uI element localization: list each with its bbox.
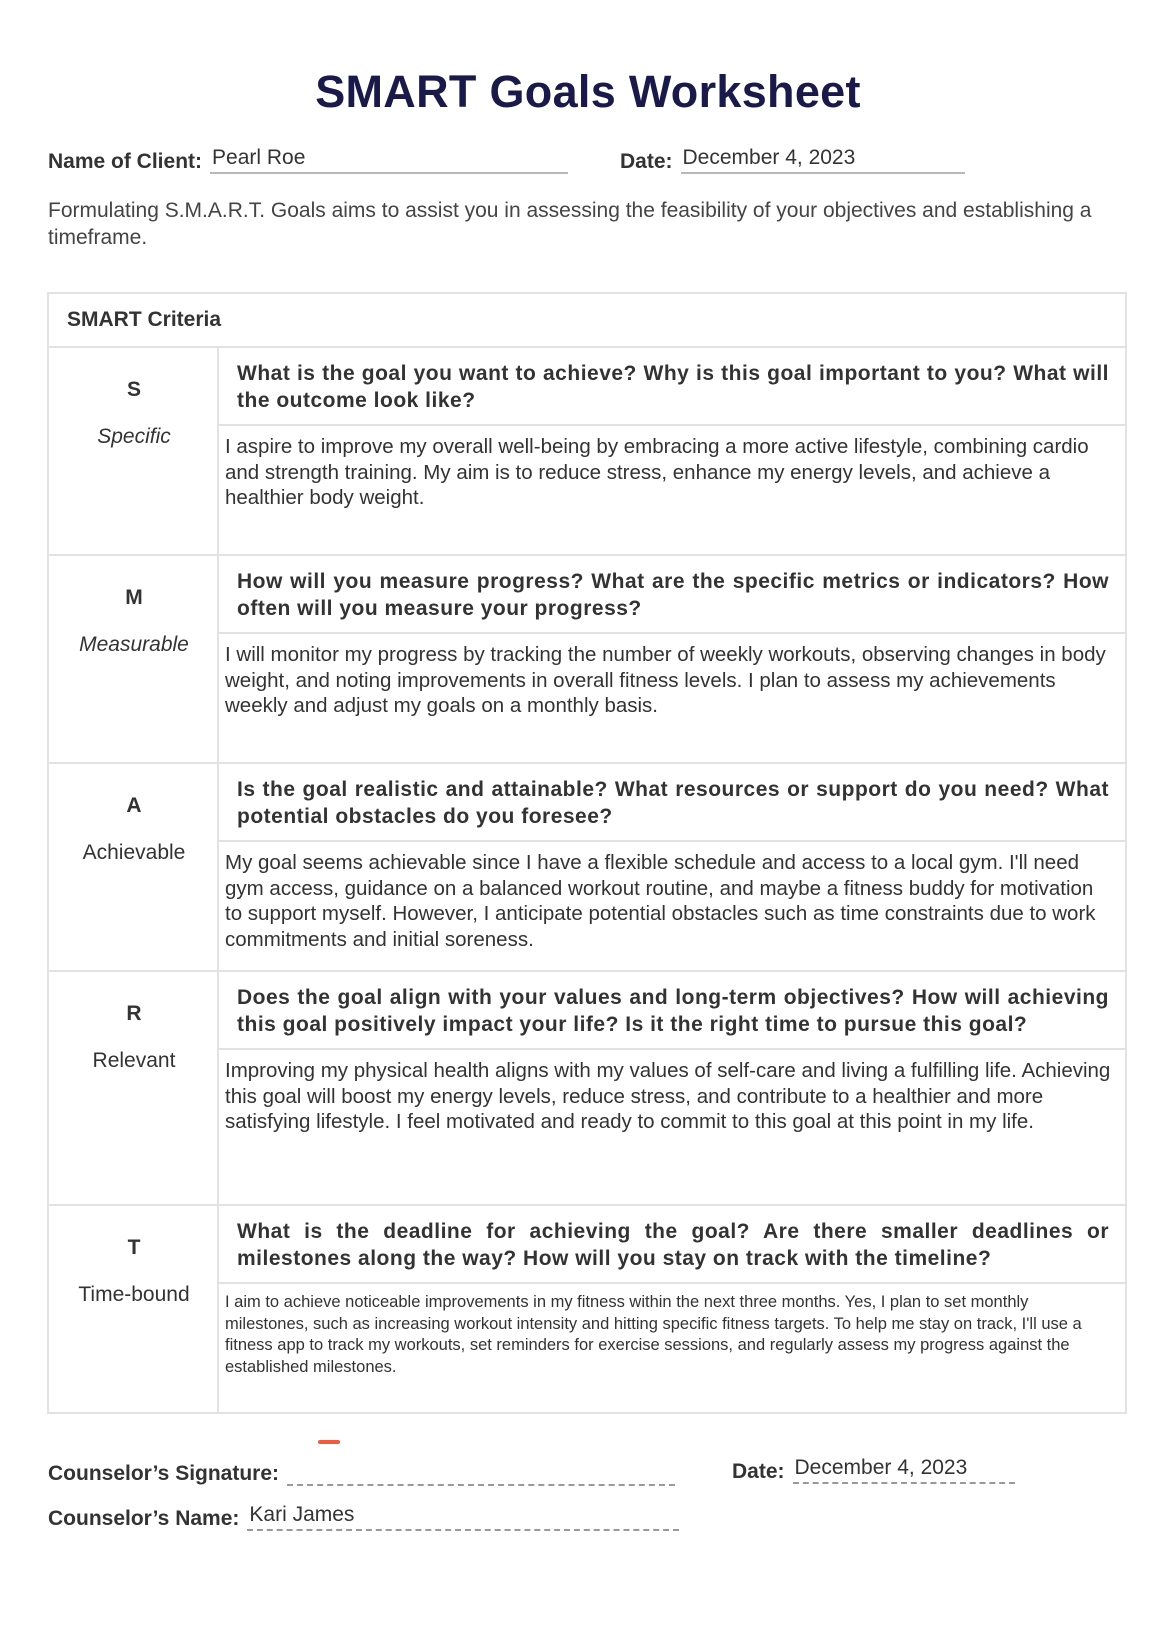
criteria-word: Measurable bbox=[79, 633, 189, 656]
criteria-word: Time-bound bbox=[78, 1283, 190, 1306]
criteria-word: Relevant bbox=[92, 1049, 176, 1072]
criteria-letter: T bbox=[127, 1236, 141, 1259]
criteria-answer-field[interactable]: I aspire to improve my overall well-being by embracing a more active lifestyle, combining cardio and strength training. My aim is to reduce stress, enhance my energy levels, and achieve a healthier body weight. bbox=[225, 435, 1089, 509]
intro-text: Formulating S.M.A.R.T. Goals aims to assist you in assessing the feasibility of your objectives and establishing a timeframe. bbox=[48, 199, 1092, 249]
criteria-letter: S bbox=[126, 378, 141, 401]
criteria-row-measurable bbox=[49, 556, 1125, 764]
criteria-answer-field[interactable]: My goal seems achievable since I have a flexible schedule and access to a local gym. I'll need gym access, guidance on a balanced workout routine, and maybe a fitness buddy for motivation to support myself. However, I anticipate potential obstacles such as time constraints due to work commitments and initial soreness. bbox=[225, 851, 1096, 951]
criteria-question: Is the goal realistic and attainable? What resources or support do you need? What potential obstacles do you foresee? bbox=[219, 764, 1125, 842]
criteria-letter: M bbox=[125, 586, 143, 609]
counselor-date-row bbox=[732, 1456, 1015, 1484]
criteria-word: Achievable bbox=[82, 841, 186, 864]
signature-marker-icon bbox=[318, 1440, 340, 1444]
criteria-label-cell bbox=[49, 348, 219, 554]
table-header: SMART Criteria bbox=[49, 294, 1125, 348]
criteria-question: What is the goal you want to achieve? Why is this goal important to you? What will the outcome look like? bbox=[219, 348, 1125, 426]
criteria-label-cell bbox=[49, 764, 219, 970]
counselor-name-label: Counselor’s Name: bbox=[48, 1507, 240, 1530]
criteria-row-time-bound bbox=[49, 1206, 1125, 1412]
client-name-input[interactable]: Pearl Roe bbox=[210, 146, 568, 174]
criteria-word: Specific bbox=[97, 425, 171, 448]
client-name-label: Name of Client: bbox=[48, 150, 203, 173]
criteria-question: What is the deadline for achieving the goal? Are there smaller deadlines or milestones along the way? How will you stay on track with the timeline? bbox=[219, 1206, 1125, 1284]
criteria-label-cell bbox=[49, 972, 219, 1204]
counselor-date-label: Date: bbox=[732, 1460, 785, 1483]
criteria-row-achievable bbox=[49, 764, 1125, 972]
criteria-letter: A bbox=[126, 794, 142, 817]
client-date-label: Date: bbox=[620, 150, 673, 173]
counselor-name-input[interactable]: Kari James bbox=[247, 1503, 679, 1531]
criteria-row-relevant bbox=[49, 972, 1125, 1206]
client-name-field-row bbox=[48, 146, 568, 174]
criteria-letter: R bbox=[126, 1002, 142, 1025]
criteria-row-specific bbox=[49, 348, 1125, 556]
counselor-signature-label: Counselor’s Signature: bbox=[48, 1462, 280, 1485]
counselor-signature-input[interactable] bbox=[287, 1458, 675, 1486]
criteria-answer-field[interactable]: Improving my physical health aligns with my values of self-care and living a fulfilling life. Achieving this goal will boost my energy levels, reduce stress, and contribute to a healthier and more satisfying lifestyle. I feel motivated and ready to commit to this goal at this point in my life. bbox=[225, 1059, 1111, 1133]
criteria-label-cell bbox=[49, 1206, 219, 1412]
counselor-date-input[interactable]: December 4, 2023 bbox=[793, 1456, 1015, 1484]
smart-criteria-table bbox=[47, 292, 1127, 1414]
counselor-signature-row bbox=[48, 1458, 675, 1486]
client-date-input[interactable]: December 4, 2023 bbox=[681, 146, 965, 174]
criteria-label-cell bbox=[49, 556, 219, 762]
criteria-question: How will you measure progress? What are the specific metrics or indicators? How often will you measure your progress? bbox=[219, 556, 1125, 634]
page-title: SMART Goals Worksheet bbox=[315, 66, 861, 117]
criteria-answer-field[interactable]: I aim to achieve noticeable improvements in my fitness within the next three months. Yes, I plan to set monthly milestones, such as increasing workout intensity and hitting specific fitness targets. To help me stay on track, I'll use a fitness app to track my workouts, set reminders for exercise sessions, and regularly assess my progress against the established milestones. bbox=[225, 1293, 1082, 1376]
counselor-name-row bbox=[48, 1503, 679, 1531]
criteria-answer-field[interactable]: I will monitor my progress by tracking the number of weekly workouts, observing changes in body weight, and noting improvements in overall fitness levels. I plan to assess my achievements weekly and adjust my goals on a monthly basis. bbox=[225, 643, 1106, 717]
criteria-question: Does the goal align with your values and long-term objectives? How will achieving this goal positively impact your life? Is it the right time to pursue this goal? bbox=[219, 972, 1125, 1050]
client-date-field-row bbox=[620, 146, 965, 174]
